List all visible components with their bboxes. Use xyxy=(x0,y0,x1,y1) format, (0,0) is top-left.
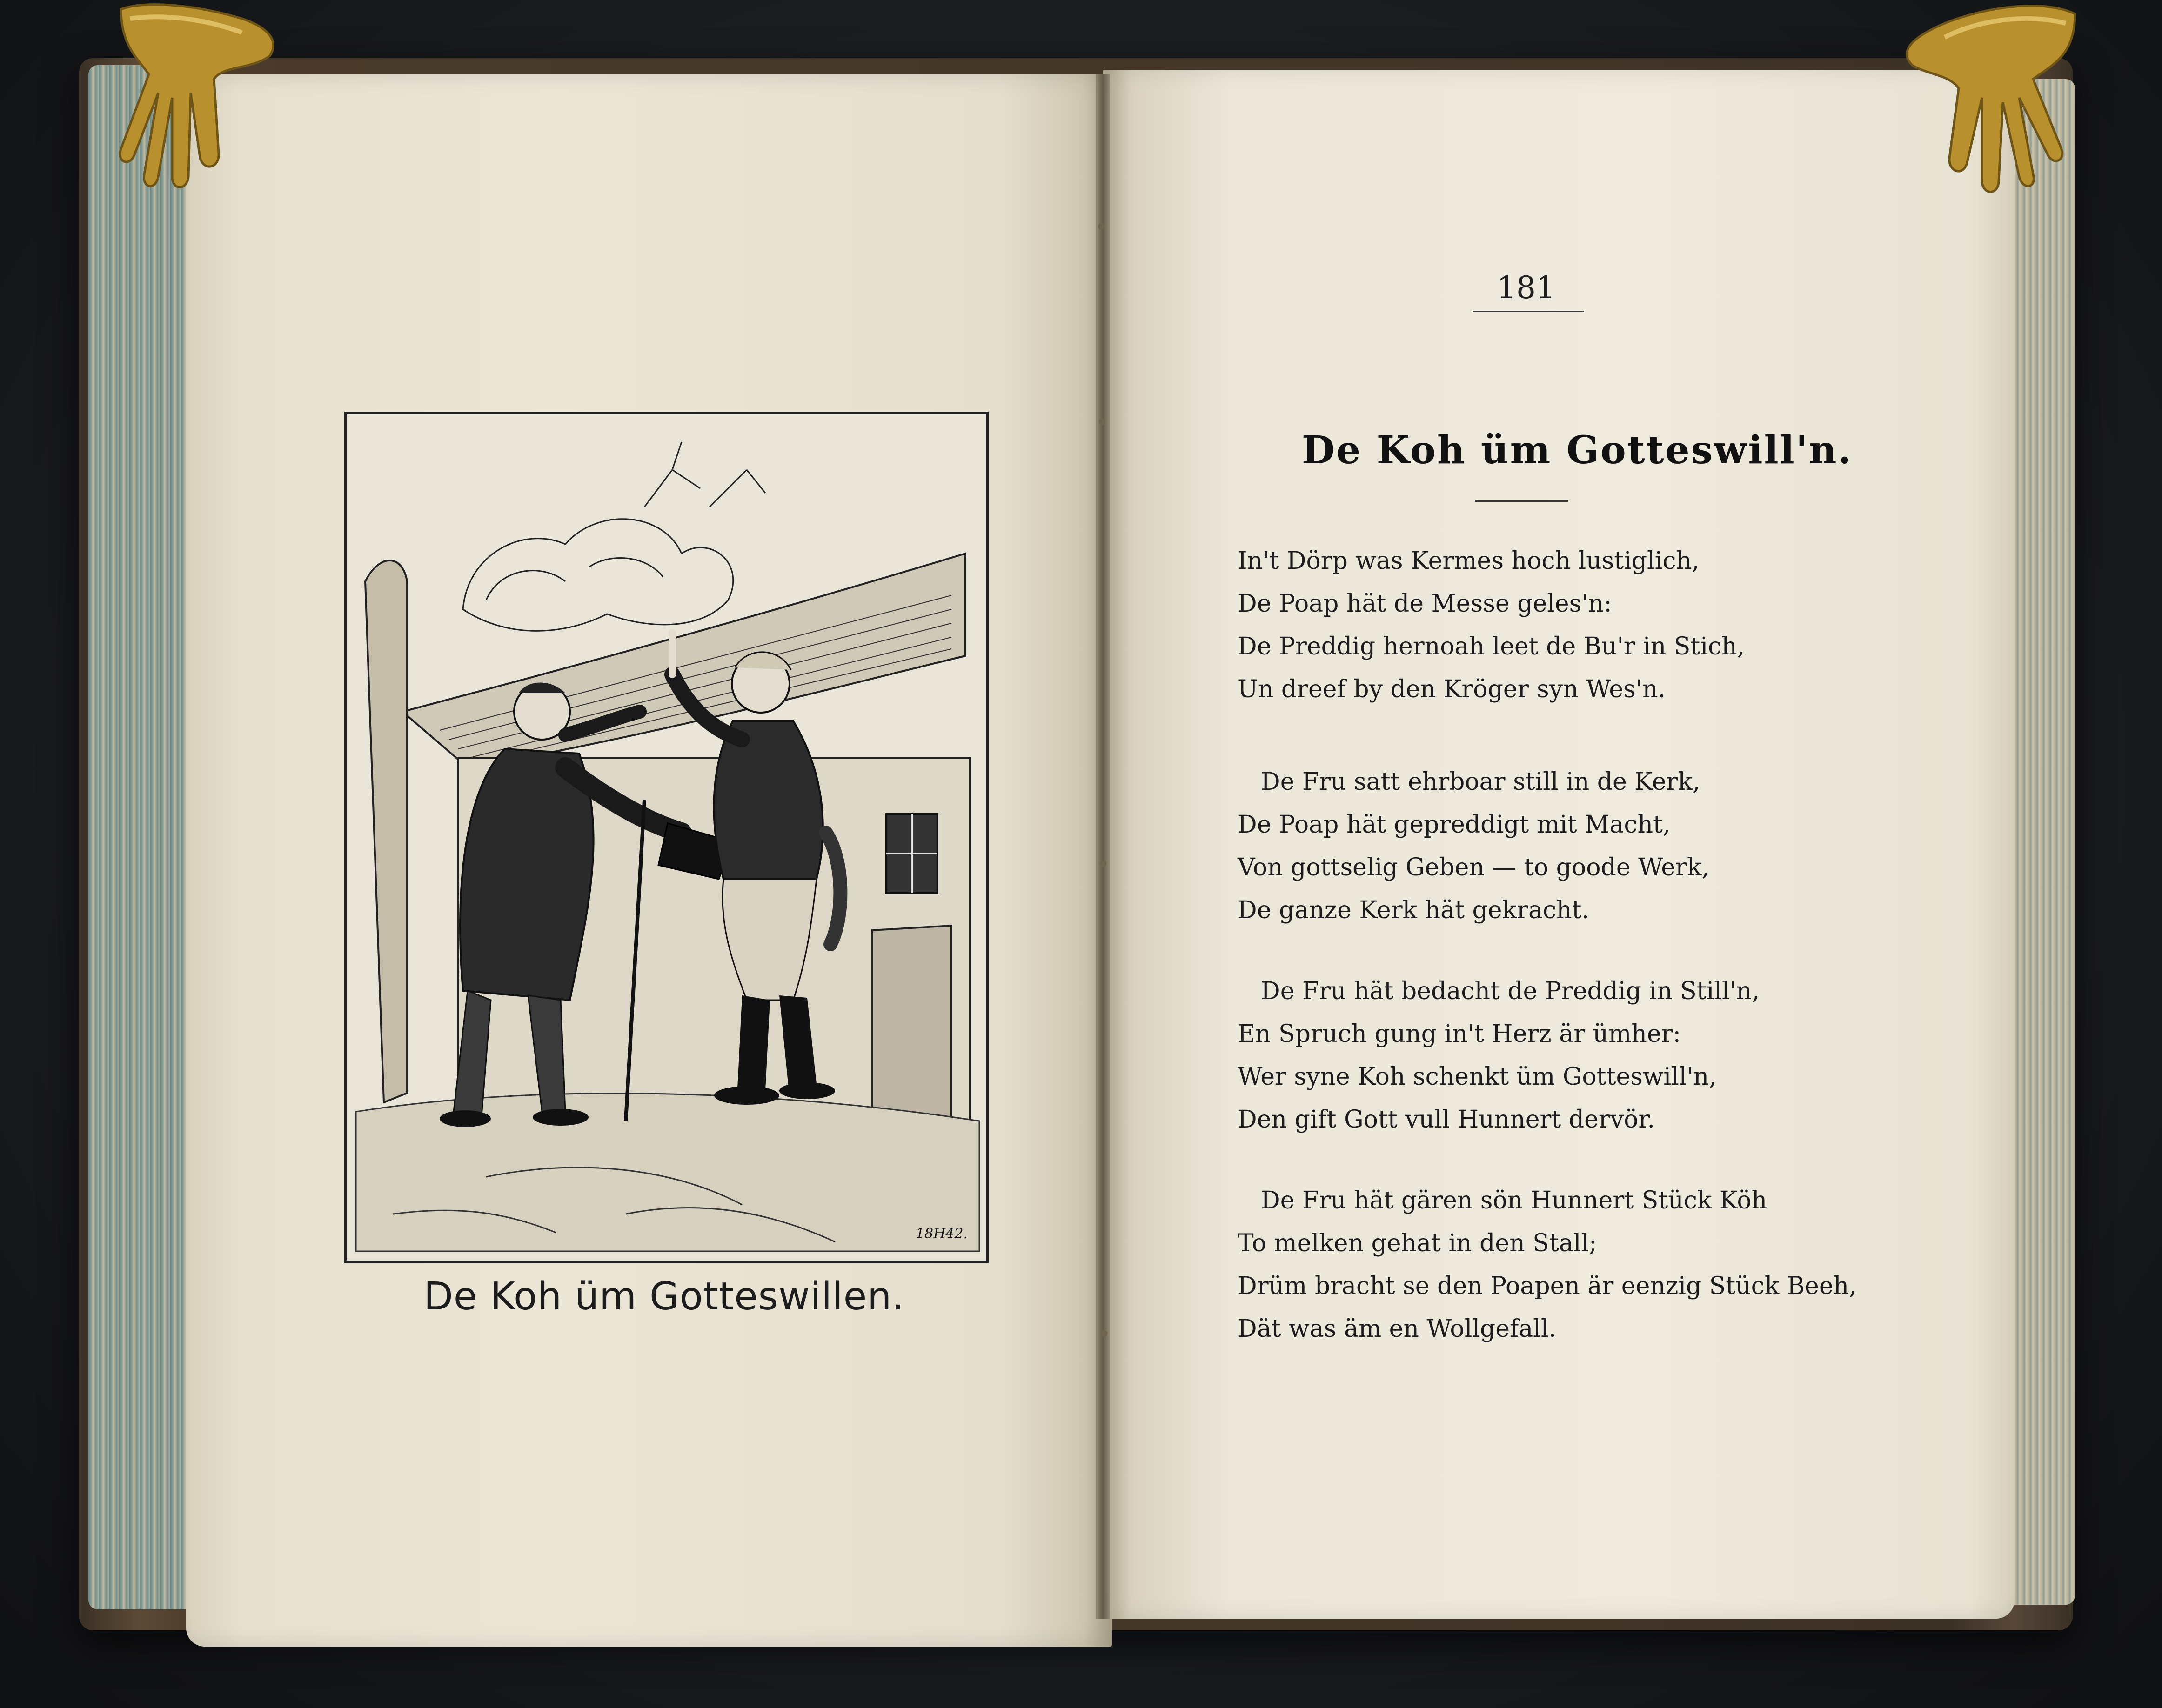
stanza-line: To melken gehat in den Stall; xyxy=(1238,1229,1597,1257)
stanza-line: Von gottselig Geben — to goode Werk, xyxy=(1238,854,1710,881)
page-number-rule xyxy=(1473,311,1584,312)
stanza-4 xyxy=(1238,1179,1857,1350)
tree-foliage xyxy=(463,442,765,631)
stanza-line: De Poap hät de Messe geles'n: xyxy=(1238,590,1612,618)
stanza-line: En Spruch gung in't Herz är ümher: xyxy=(1238,1020,1681,1048)
stanza-line: In't Dörp was Kermes hoch lustiglich, xyxy=(1238,547,1700,575)
stanza-line: De ganze Kerk hät gekracht. xyxy=(1238,896,1589,924)
stanza-line: Den gift Gott vull Hunnert dervör. xyxy=(1238,1106,1655,1134)
stitch xyxy=(1099,419,1105,425)
stanza-line: Wer syne Koh schenkt üm Gotteswill'n, xyxy=(1238,1063,1717,1091)
stitch xyxy=(1101,1330,1107,1337)
stanza-line: De Fru hät gären sön Hunnert Stück Köh xyxy=(1261,1187,1767,1214)
wooden-post xyxy=(365,560,407,1102)
brass-page-clip-left-icon xyxy=(102,0,298,195)
poem-title: De Koh üm Gotteswill'n. xyxy=(1301,428,1853,473)
stitch xyxy=(1098,223,1104,230)
stanza-line: De Poap hät gepreddigt mit Macht, xyxy=(1238,811,1671,839)
engraving-illustration xyxy=(344,412,989,1263)
stanza-line: De Fru hät bedacht de Preddig in Still'n, xyxy=(1261,977,1760,1005)
brass-page-clip-right-icon xyxy=(1842,0,2084,205)
engraving-drawing xyxy=(347,414,986,1261)
stitch xyxy=(1100,861,1106,867)
thatched-roof xyxy=(402,554,965,767)
stanza-line: De Preddig hernoah leet de Bu'r in Stich, xyxy=(1238,633,1745,661)
book-gutter xyxy=(1096,74,1110,1619)
stanza-line: De Fru satt ehrboar still in de Kerk, xyxy=(1261,768,1700,796)
cottage-door xyxy=(872,926,951,1121)
stanza-line: Drüm bracht se den Poapen är eenzig Stück Beeh, xyxy=(1238,1272,1857,1300)
page-number: 181 xyxy=(1497,270,1555,306)
illustration-caption: De Koh üm Gotteswillen. xyxy=(423,1274,905,1319)
stanza-1 xyxy=(1238,540,1787,711)
stanza-line: Dät was äm en Wollgefall. xyxy=(1238,1315,1557,1343)
stanza-3 xyxy=(1238,970,1787,1141)
stanza-2 xyxy=(1238,761,1787,932)
stanza-line: Un dreef by den Kröger syn Wes'n. xyxy=(1238,675,1666,703)
artist-signature: 18H42. xyxy=(915,1226,968,1242)
title-rule xyxy=(1475,500,1568,502)
